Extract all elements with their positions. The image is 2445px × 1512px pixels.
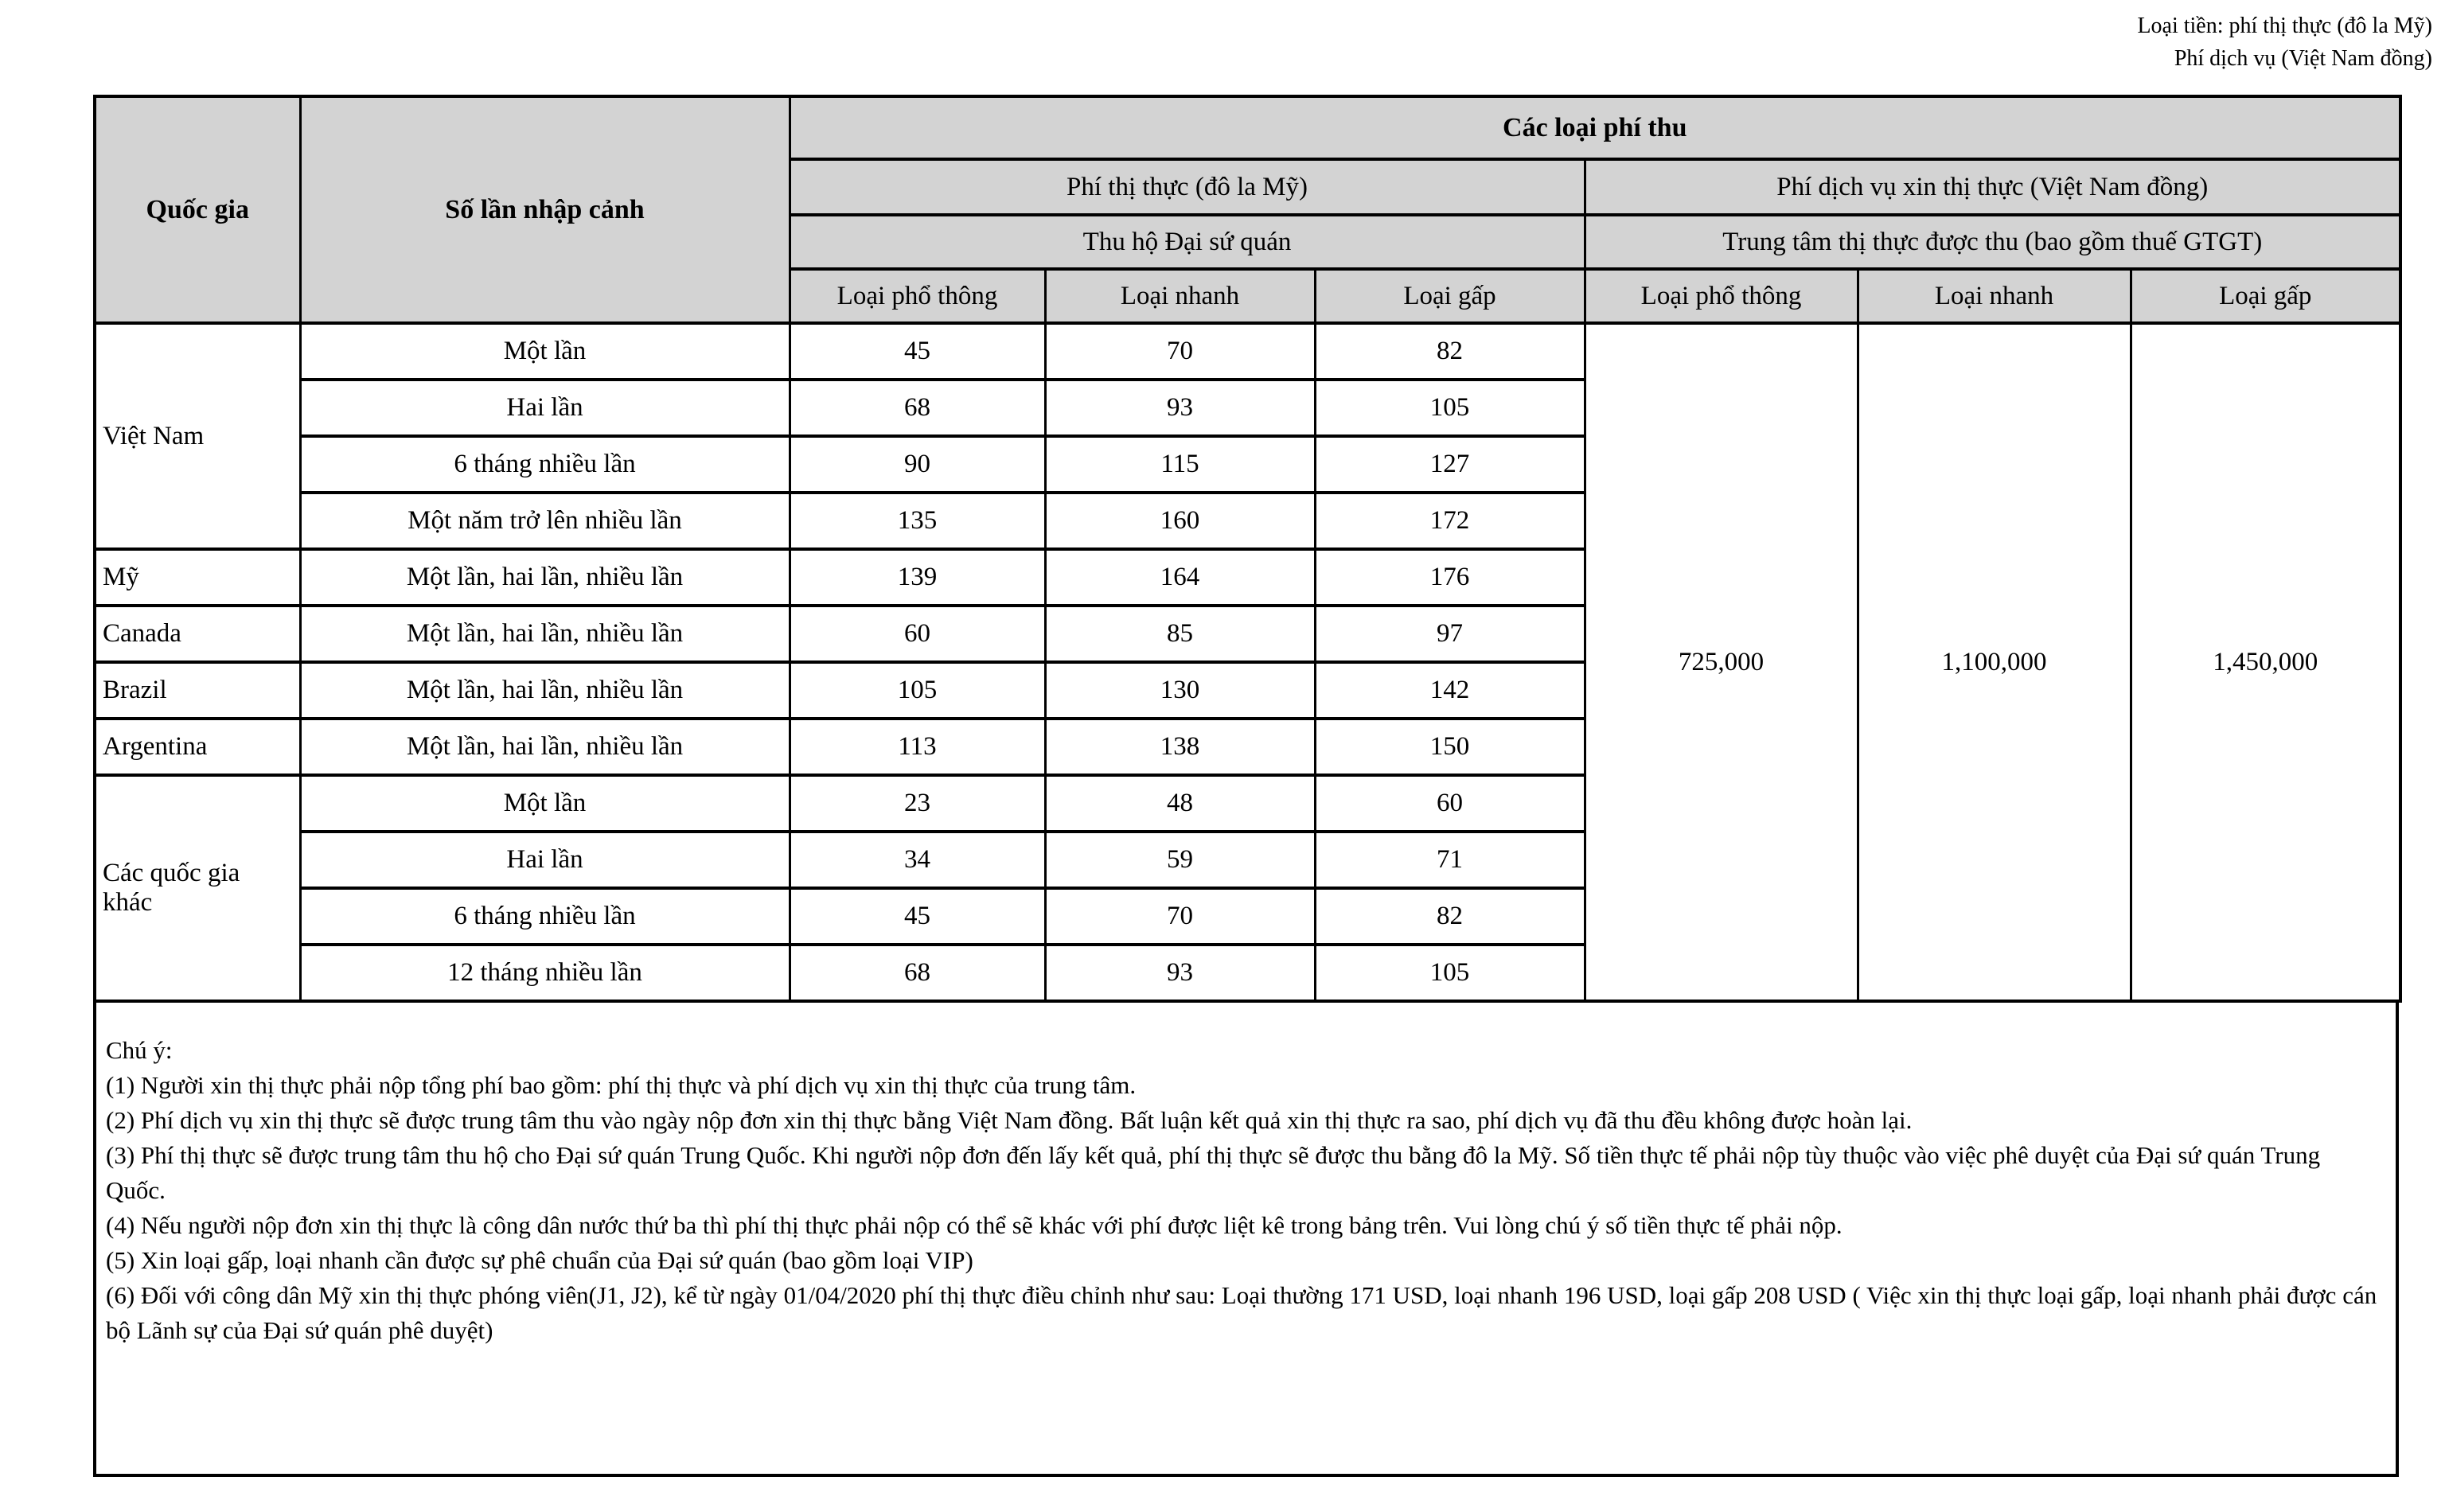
service-fee-normal-cell: 725,000: [1585, 323, 1858, 1001]
entry-count-cell: Một lần, hai lần, nhiều lần: [300, 606, 790, 662]
entry-count-cell: Một lần, hai lần, nhiều lần: [300, 719, 790, 775]
header-entry-count: Số lần nhập cảnh: [300, 96, 790, 323]
country-cell: Mỹ: [95, 549, 300, 606]
visa-fee-cell: 135: [790, 493, 1045, 549]
visa-fee-cell: 68: [790, 945, 1045, 1001]
visa-fee-cell: 150: [1315, 719, 1585, 775]
entry-count-cell: Hai lần: [300, 380, 790, 436]
visa-fee-cell: 68: [790, 380, 1045, 436]
visa-fee-cell: 105: [1315, 380, 1585, 436]
visa-fee-cell: 70: [1045, 323, 1315, 380]
service-fee-rush-cell: 1,450,000: [2131, 323, 2400, 1001]
table-body: [95, 323, 2400, 1001]
visa-fee-cell: 142: [1315, 662, 1585, 719]
header-country: Quốc gia: [95, 96, 300, 323]
visa-fee-cell: 71: [1315, 832, 1585, 888]
visa-fee-cell: 60: [790, 606, 1045, 662]
visa-fee-cell: 70: [1045, 888, 1315, 945]
visa-fee-cell: 45: [790, 323, 1045, 380]
visa-fee-cell: 97: [1315, 606, 1585, 662]
header-service-normal: Loại phổ thông: [1585, 269, 1858, 323]
visa-fee-cell: 138: [1045, 719, 1315, 775]
notes-title: Chú ý:: [106, 1036, 173, 1064]
country-cell: Argentina: [95, 719, 300, 775]
entry-count-cell: 6 tháng nhiều lần: [300, 888, 790, 945]
visa-fee-cell: 115: [1045, 436, 1315, 493]
header-visa-rush: Loại gấp: [1315, 269, 1585, 323]
note-item: (6) Đối với công dân Mỹ xin thị thực phóng viên(J1, J2), kể từ ngày 01/04/2020 phí thị thực điều chỉnh như sau: Loại thường 171 USD, loại nhanh 196 USD, loại gấp 208 USD ( Việc xin thị thực loại gấp, loại nhanh phải được cán bộ Lãnh sự của Đại sứ quán phê duyệt): [106, 1281, 2377, 1344]
visa-fee-cell: 105: [790, 662, 1045, 719]
header-fees-group: Các loại phí thu: [790, 96, 2400, 159]
visa-fee-cell: 59: [1045, 832, 1315, 888]
notes-section: [93, 1003, 2399, 1477]
header-service-rush: Loại gấp: [2131, 269, 2400, 323]
entry-count-cell: Một lần: [300, 775, 790, 832]
visa-fee-cell: 127: [1315, 436, 1585, 493]
visa-fee-cell: 93: [1045, 380, 1315, 436]
visa-fee-cell: 164: [1045, 549, 1315, 606]
entry-count-cell: 12 tháng nhiều lần: [300, 945, 790, 1001]
entry-count-cell: Một năm trở lên nhiều lần: [300, 493, 790, 549]
visa-fee-cell: 139: [790, 549, 1045, 606]
note-item: (3) Phí thị thực sẽ được trung tâm thu hộ cho Đại sứ quán Trung Quốc. Khi người nộp đơn đến lấy kết quả, phí thị thực sẽ được thu bằng đô la Mỹ. Số tiền thực tế phải nộp tùy thuộc vào việc phê duyệt của Đại sứ quán Trung Quốc.: [106, 1141, 2321, 1204]
notes-list: [106, 1068, 2381, 1348]
visa-fee-cell: 105: [1315, 945, 1585, 1001]
currency-note: [2137, 10, 2432, 75]
header-row-1: [95, 96, 2400, 159]
note-item: (2) Phí dịch vụ xin thị thực sẽ được trung tâm thu vào ngày nộp đơn xin thị thực bằng Việt Nam đồng. Bất luận kết quả xin thị thực ra sao, phí dịch vụ đã thu đều không được hoàn lại.: [106, 1106, 1913, 1134]
visa-fee-cell: 113: [790, 719, 1045, 775]
header-visa-fee-group: Phí thị thực (đô la Mỹ): [790, 159, 1585, 215]
header-visa-normal: Loại phổ thông: [790, 269, 1045, 323]
visa-fee-cell: 172: [1315, 493, 1585, 549]
table-header: [95, 96, 2400, 323]
header-visa-express: Loại nhanh: [1045, 269, 1315, 323]
visa-fee-cell: 93: [1045, 945, 1315, 1001]
visa-fee-cell: 176: [1315, 549, 1585, 606]
note-item: (1) Người xin thị thực phải nộp tổng phí bao gồm: phí thị thực và phí dịch vụ xin thị thực của trung tâm.: [106, 1071, 1137, 1099]
visa-fee-cell: 82: [1315, 323, 1585, 380]
visa-fee-cell: 60: [1315, 775, 1585, 832]
note-item: (4) Nếu người nộp đơn xin thị thực là công dân nước thứ ba thì phí thị thực phải nộp có thể sẽ khác với phí được liệt kê trong bảng trên. Vui lòng chú ý số tiền thực tế phải nộp.: [106, 1211, 1843, 1239]
country-cell: Brazil: [95, 662, 300, 719]
header-service-express: Loại nhanh: [1858, 269, 2131, 323]
country-cell: Việt Nam: [95, 323, 300, 549]
visa-fee-cell: 48: [1045, 775, 1315, 832]
entry-count-cell: Một lần: [300, 323, 790, 380]
note-item: (5) Xin loại gấp, loại nhanh cần được sự phê chuẩn của Đại sứ quán (bao gồm loại VIP): [106, 1246, 973, 1274]
header-service-fee-group: Phí dịch vụ xin thị thực (Việt Nam đồng): [1585, 159, 2400, 215]
entry-count-cell: Hai lần: [300, 832, 790, 888]
entry-count-cell: 6 tháng nhiều lần: [300, 436, 790, 493]
visa-fee-table: [93, 95, 2402, 1003]
visa-fee-cell: 45: [790, 888, 1045, 945]
visa-fee-cell: 130: [1045, 662, 1315, 719]
country-cell: Canada: [95, 606, 300, 662]
header-service-fee-collector: Trung tâm thị thực được thu (bao gồm thuế GTGT): [1585, 215, 2400, 269]
visa-fee-cell: 82: [1315, 888, 1585, 945]
header-visa-fee-collector: Thu hộ Đại sứ quán: [790, 215, 1585, 269]
entry-count-cell: Một lần, hai lần, nhiều lần: [300, 662, 790, 719]
visa-fee-cell: 160: [1045, 493, 1315, 549]
currency-note-line1: Loại tiền: phí thị thực (đô la Mỹ): [2137, 14, 2432, 38]
visa-fee-cell: 90: [790, 436, 1045, 493]
fee-row: [95, 323, 2400, 380]
visa-fee-cell: 34: [790, 832, 1045, 888]
country-cell: Các quốc gia khác: [95, 775, 300, 1001]
visa-fee-cell: 23: [790, 775, 1045, 832]
fee-document: [93, 95, 2399, 1477]
visa-fee-cell: 85: [1045, 606, 1315, 662]
service-fee-express-cell: 1,100,000: [1858, 323, 2131, 1001]
currency-note-line2: Phí dịch vụ (Việt Nam đồng): [2174, 46, 2432, 71]
entry-count-cell: Một lần, hai lần, nhiều lần: [300, 549, 790, 606]
